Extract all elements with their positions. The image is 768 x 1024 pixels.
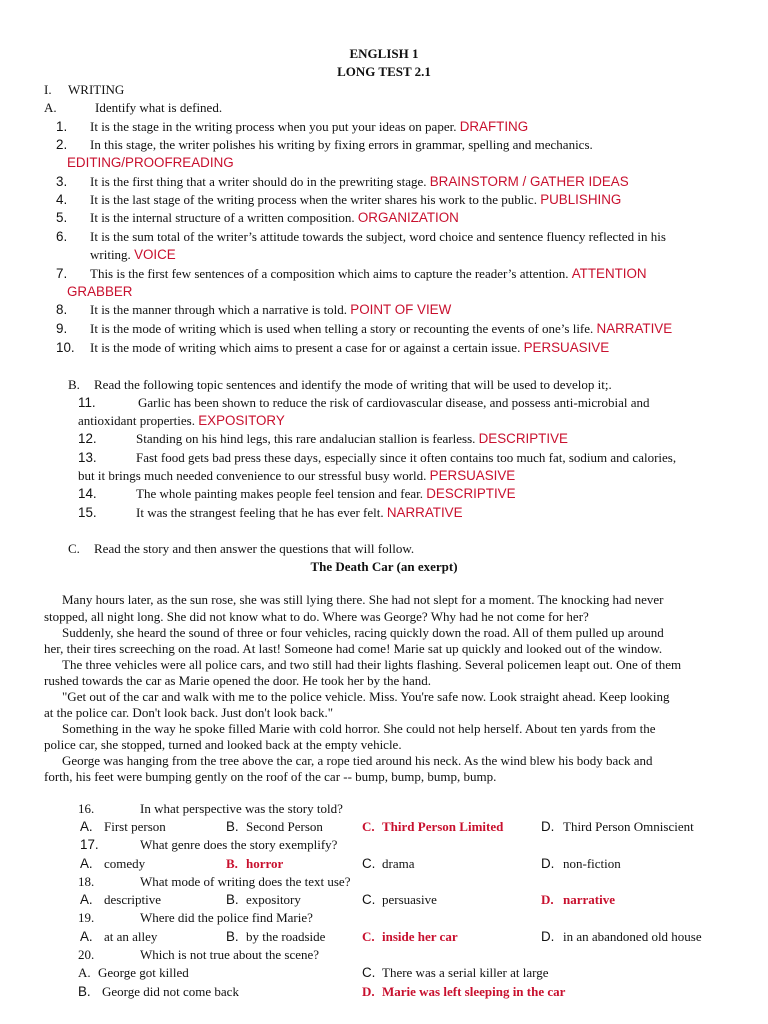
item-9: 9. It is the mode of writing which is used when telling a story or recounting the events of one’s life. NARRATIVE (56, 321, 673, 336)
part-b-letter: B. (68, 377, 80, 392)
part-a-letter: A. (44, 100, 57, 115)
question-19: 19. Where did the police find Marie? (78, 910, 313, 925)
choice: A. at an alley (80, 929, 158, 944)
item-8: 8. It is the manner through which a narrative is told. POINT OF VIEW (56, 302, 452, 317)
choice: C. There was a serial killer at large (362, 965, 549, 980)
story-line: George was hanging from the tree above the car, a rope tied around his neck. As the wind blew his body back and (62, 753, 653, 768)
item-15: 15. It was the strangest feeling that he has ever felt. NARRATIVE (78, 505, 463, 520)
item-13: 13. Fast food gets bad press these days, especially since it often contains too much fat, sodium and calories, (78, 450, 677, 465)
item-14: 14. The whole painting makes people feel tension and fear. DESCRIPTIVE (78, 486, 516, 501)
item-6-continued: writing. VOICE (90, 247, 176, 262)
story-line: Suddenly, she heard the sound of three or four vehicles, racing quickly down the road. All of them pulled up around (62, 625, 664, 640)
choice: C. persuasive (362, 892, 437, 907)
choice-correct: D. Marie was left sleeping in the car (362, 984, 566, 999)
course-title: ENGLISH 1 (349, 46, 419, 61)
item-12: 12. Standing on his hind legs, this rare andalucian stallion is fearless. DESCRIPTIVE (78, 431, 568, 446)
choice-correct: C. Third Person Limited (362, 819, 504, 834)
choice: D. in an abandoned old house (541, 929, 702, 944)
item-4: 4. It is the last stage of the writing process when the writer shares his work to the public. PUBLISHING (56, 192, 622, 207)
choice-correct: C. inside her car (362, 929, 458, 944)
choice: A. descriptive (80, 892, 162, 907)
part-b-instruction: Read the following topic sentences and identify the mode of writing that will be used to develop it;. (94, 377, 612, 392)
choice: A. comedy (80, 856, 146, 871)
choice: B. by the roadside (226, 929, 326, 944)
question-16: 16. In what perspective was the story told? (78, 801, 343, 816)
section-number: I. (44, 82, 52, 97)
item-11: 11. Garlic has been shown to reduce the risk of cardiovascular disease, and possess anti-microbial and (78, 395, 650, 410)
part-a-instruction: Identify what is defined. (95, 100, 223, 115)
story-line: Something in the way he spoke filled Marie with cold horror. She could not help herself. About ten yards from the (62, 721, 656, 736)
item-11-continued: antioxidant properties. EXPOSITORY (78, 413, 285, 428)
test-title: LONG TEST 2.1 (337, 64, 431, 79)
item-6: 6. It is the sum total of the writer’s attitude towards the subject, word choice and sentence fluency reflected in his (56, 229, 666, 244)
story-line: her, their tires screeching on the road. At last! Someone had come! Marie sat up quickly and looked out of the window. (44, 641, 663, 656)
story-title: The Death Car (an exerpt) (310, 559, 458, 574)
choice: D. non-fiction (541, 856, 621, 871)
item-3: 3. It is the first thing that a writer should do in the prewriting stage. BRAINSTORM / GATHER IDEAS (56, 174, 629, 189)
item-1: 1. It is the stage in the writing process when you put your ideas on paper. DRAFTING (56, 119, 529, 134)
choice: B. expository (226, 892, 301, 907)
item-13-continued: but it brings much needed convenience to our stressful busy world. PERSUASIVE (78, 468, 516, 483)
choice-correct: B. horror (226, 856, 284, 871)
part-c-instruction: Read the story and then answer the questions that will follow. (94, 541, 415, 556)
question-17: 17. What genre does the story exemplify? (80, 837, 338, 852)
choice-correct: D. narrative (541, 892, 615, 907)
story-line: The three vehicles were all police cars, and two still had their lights flashing. Several policemen leapt out. One of them (62, 657, 682, 672)
story-line: rushed towards the car as Marie opened the door. He took her by the hand. (44, 673, 431, 688)
choice: A. George got killed (78, 965, 189, 980)
choice: B. George did not come back (78, 984, 239, 999)
item-10: 10. It is the mode of writing which aims to present a case for or against a certain issue. PERSUASIVE (56, 340, 610, 355)
choice: A. First person (80, 819, 166, 834)
item-7-answer-continued: GRABBER (67, 284, 133, 299)
question-18: 18. What mode of writing does the text use? (78, 874, 351, 889)
story-line: at the police car. Don't look back. Just don't look back." (44, 705, 334, 720)
item-5: 5. It is the internal structure of a written composition. ORGANIZATION (56, 210, 459, 225)
item-2-answer: EDITING/PROOFREADING (67, 155, 234, 170)
part-c-letter: C. (68, 541, 80, 556)
item-7: 7. This is the first few sentences of a composition which aims to capture the reader’s attention. ATTENTION (56, 266, 647, 281)
item-2: 2. In this stage, the writer polishes his writing by fixing errors in grammar, spelling and mechanics. (56, 137, 593, 152)
story-line: police car, she stopped, turned and looked back at the empty vehicle. (44, 737, 402, 752)
story-line: stopped, all night long. She did not know what to do. Where was George? Why had he not come for her? (44, 609, 589, 624)
choice: C. drama (362, 856, 415, 871)
story-line: forth, his feet were bumping gently on the roof of the car -- bump, bump, bump, bump. (44, 769, 497, 784)
question-20: 20. Which is not true about the scene? (78, 947, 320, 962)
story-line: Many hours later, as the sun rose, she was still lying there. She had not slept for a moment. The knocking had never (62, 592, 664, 607)
choice: B. Second Person (226, 819, 323, 834)
choice: D. Third Person Omniscient (541, 819, 694, 834)
section-title: WRITING (68, 82, 125, 97)
story-line: "Get out of the car and walk with me to the police vehicle. Miss. You're safe now. Look straight ahead. Keep looking (62, 689, 670, 704)
